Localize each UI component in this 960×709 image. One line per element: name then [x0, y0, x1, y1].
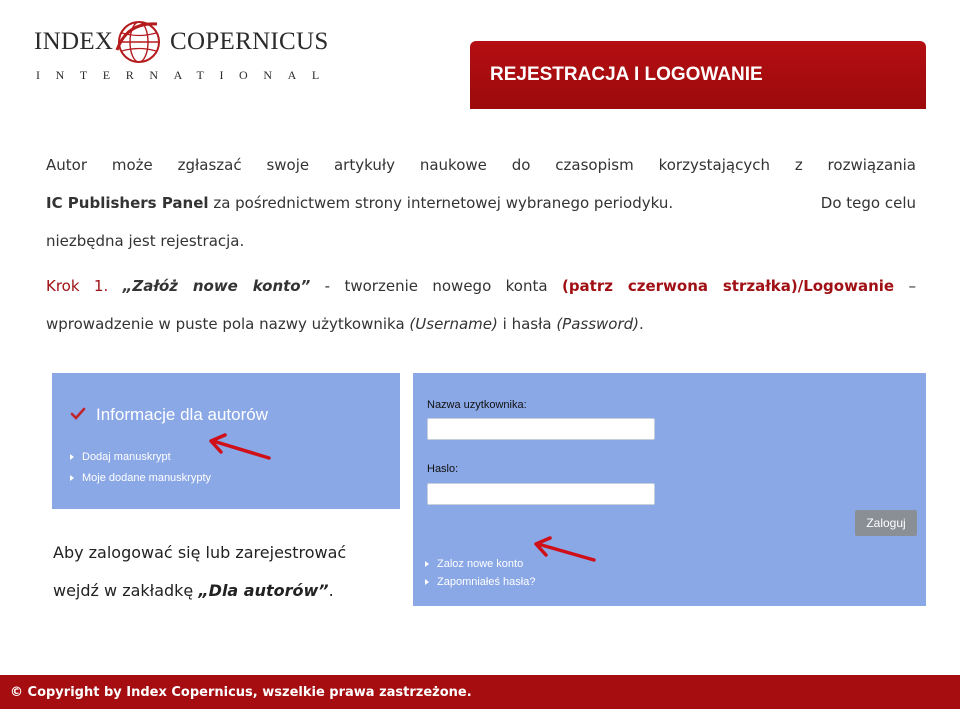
step-dash: – [894, 277, 916, 295]
logo-subtitle: INTERNATIONAL [36, 68, 335, 82]
product-name: IC Publishers Panel [46, 194, 209, 212]
password-input[interactable] [427, 483, 655, 505]
step-line-2-end: . [639, 315, 644, 333]
username-label: Nazwa uzytkownika: [427, 399, 527, 411]
login-button[interactable]: Zaloguj [855, 510, 917, 536]
author-info-title[interactable]: Informacje dla autorów [96, 405, 268, 424]
step-action: „Załóż nowe konto” [122, 277, 311, 295]
step-paragraph [46, 267, 916, 343]
forgot-password-link[interactable] [425, 576, 535, 588]
step-note: (patrz czerwona strzałka)/Logowanie [561, 277, 895, 295]
triangle-right-icon [70, 454, 74, 460]
logo-word-copernicus: COPERNICUS [170, 28, 329, 55]
checkmark-icon [70, 407, 86, 421]
bottom-note-text: wejdź w zakładkę [53, 581, 199, 600]
globe-icon [113, 16, 165, 68]
triangle-right-icon [70, 475, 74, 481]
intro-line-2 [46, 184, 916, 222]
username-input[interactable] [427, 418, 655, 440]
forgot-password-label: Zapomniałeś hasła? [437, 576, 536, 588]
intro-line-2-tail: Do tego celu [820, 194, 916, 212]
step-line-1 [46, 267, 916, 305]
add-manuscript-link[interactable] [70, 451, 171, 463]
bottom-note-line-1: Aby zalogować się lub zarejestrować [53, 543, 347, 562]
username-term: (Username) [409, 315, 498, 333]
step-desc: - tworzenie nowego konta [310, 277, 562, 295]
intro-line-1: Autor może zgłaszać swoje artykuły naukowe do czasopism korzystających z rozwiązania [46, 156, 916, 174]
slide-title: REJESTRACJA I LOGOWANIE [470, 41, 926, 109]
red-arrow-icon [205, 433, 275, 465]
intro-line-3: niezbędna jest rejestracja. [46, 232, 245, 250]
add-manuscript-label: Dodaj manuskrypt [82, 451, 171, 463]
authors-tab-term: „Dla autorów” [198, 581, 329, 600]
red-arrow-icon [530, 536, 600, 568]
logo-word-index: INDEX [34, 28, 114, 55]
step-line-2-mid: i hasła [497, 315, 557, 333]
step-line-2-text: wprowadzenie w puste pola nazwy użytkownika [46, 315, 410, 333]
bottom-note-line-2 [53, 581, 334, 600]
copyright-footer: © Copyright by Index Copernicus, wszelkie prawa zastrzeżone. [0, 675, 960, 709]
login-panel [413, 373, 926, 606]
index-copernicus-logo [34, 16, 335, 88]
intro-paragraph [46, 146, 916, 260]
intro-line-2-text: za pośrednictwem strony internetowej wybranego periodyku. [208, 194, 674, 212]
create-account-label: Zaloz nowe konto [437, 558, 524, 570]
my-manuscripts-label: Moje dodane manuskrypty [82, 472, 212, 484]
step-line-2 [46, 305, 916, 343]
triangle-right-icon [425, 561, 429, 567]
password-label: Haslo: [427, 463, 459, 475]
bottom-note-end: . [328, 581, 334, 600]
create-account-link[interactable] [425, 558, 523, 570]
triangle-right-icon [425, 579, 429, 585]
step-label: Krok 1. [46, 277, 109, 295]
my-manuscripts-link[interactable] [70, 472, 211, 484]
password-term: (Password) [556, 315, 640, 333]
